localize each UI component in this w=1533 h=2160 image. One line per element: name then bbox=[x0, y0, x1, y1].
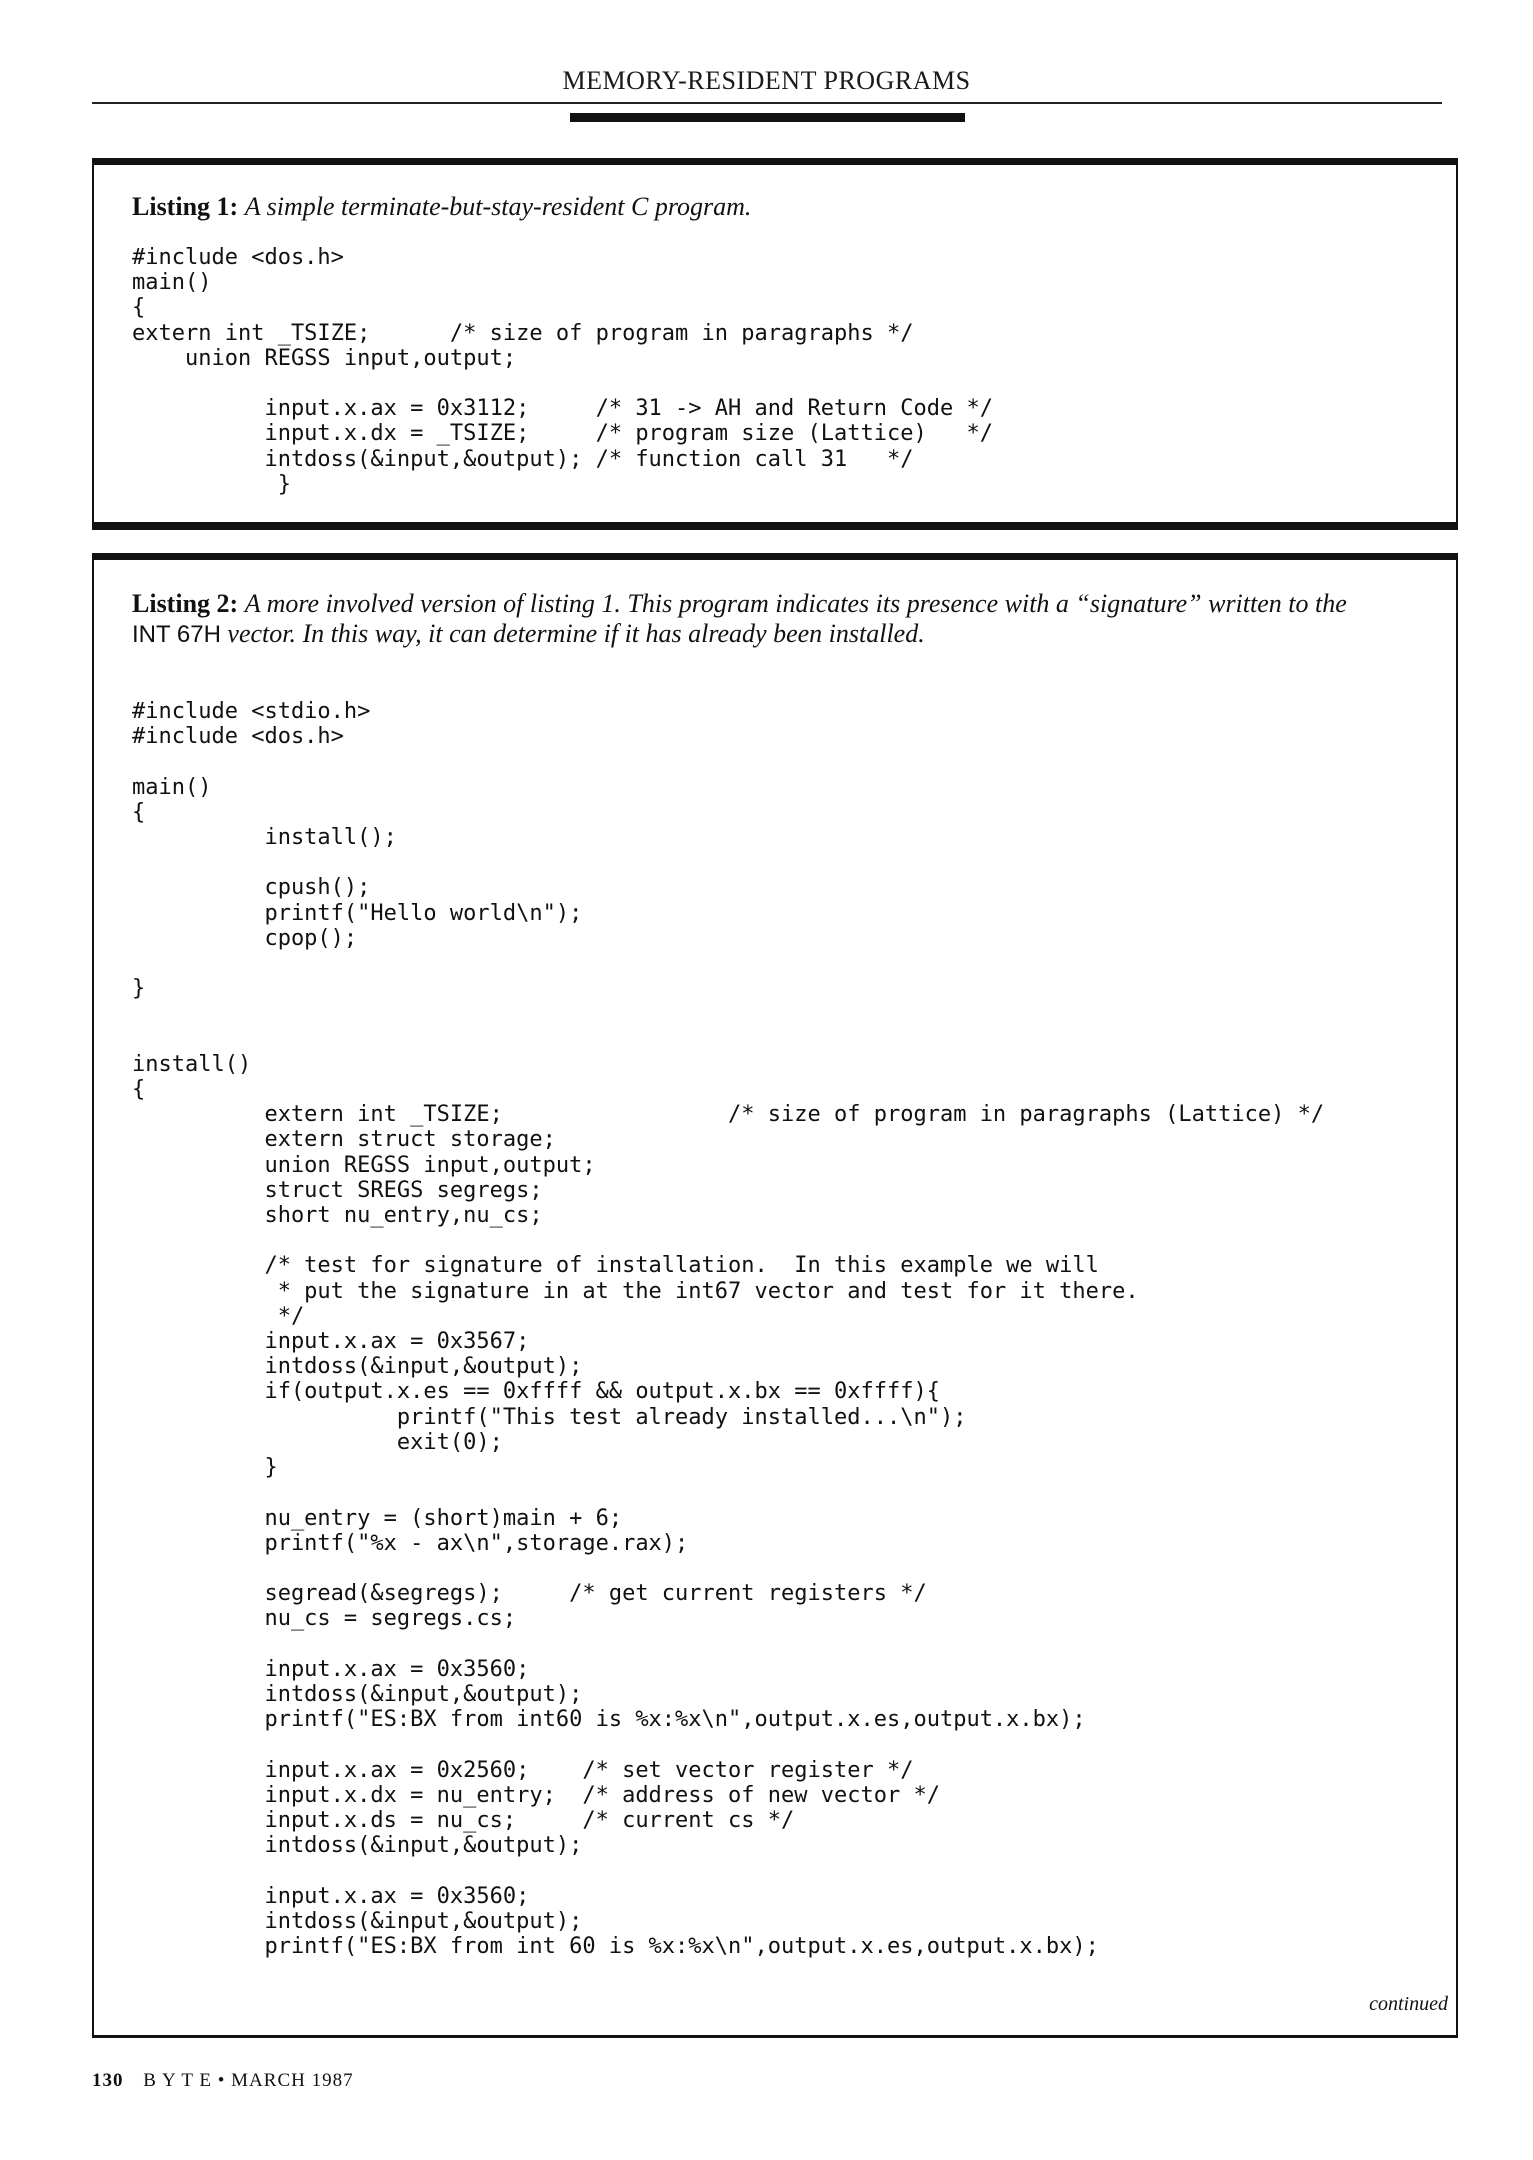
listing2-code-line: install() bbox=[132, 1051, 252, 1077]
listing2-code-line: segread(&segregs); /* get current registers */ bbox=[132, 1581, 927, 1607]
listing2-code-line: #include <stdio.h> bbox=[132, 699, 371, 724]
listing1-code-line: input.x.dx = _TSIZE; /* program size (Lattice) */ bbox=[132, 421, 993, 447]
listing2-code-line: struct SREGS segregs; bbox=[132, 1177, 543, 1203]
listing2-code-line: cpush(); bbox=[132, 875, 371, 901]
listing2-code-line: #include <dos.h> bbox=[132, 724, 344, 750]
listing-2-int-vector: INT 67H bbox=[132, 621, 221, 648]
listing-2-caption bbox=[132, 589, 1426, 650]
listing-2-top-border bbox=[92, 553, 1458, 560]
listing1-code-line: { bbox=[132, 295, 146, 321]
listing-2-description-part1: A more involved version of listing 1. This program indicates its presence with a “signature” written to the bbox=[244, 589, 1347, 618]
listing2-code-line: nu_cs = segregs.cs; bbox=[132, 1606, 517, 1632]
listing2-code-line: } bbox=[132, 1455, 278, 1481]
listing2-code-line: /* test for signature of installation. In this example we will bbox=[132, 1253, 1099, 1279]
listing-1-caption bbox=[132, 192, 1426, 222]
listing1-code-line: input.x.ax = 0x3112; /* 31 -> AH and Return Code */ bbox=[132, 396, 993, 422]
listing-2-description-part2: vector. In this way, it can determine if it has already been installed. bbox=[227, 619, 925, 648]
listing-2-code bbox=[132, 699, 1324, 1959]
listing2-code-line: printf("ES:BX from int 60 is %x:%x\n",output.x.es,output.x.bx); bbox=[132, 1933, 1099, 1959]
listing2-code-line: cpop(); bbox=[132, 925, 358, 951]
listing2-code-line: printf("ES:BX from int60 is %x:%x\n",output.x.es,output.x.bx); bbox=[132, 1707, 1086, 1733]
listing2-code-line: input.x.ax = 0x3560; bbox=[132, 1883, 530, 1909]
header-rule bbox=[92, 102, 1442, 104]
listing2-code-line: install(); bbox=[132, 825, 397, 851]
listing2-code-line: nu_entry = (short)main + 6; bbox=[132, 1505, 623, 1531]
listing1-code-line: main() bbox=[132, 270, 212, 296]
page-footer bbox=[92, 2070, 354, 2092]
listing2-code-line: intdoss(&input,&output); bbox=[132, 1833, 583, 1859]
magazine-issue: B Y T E • MARCH 1987 bbox=[143, 2070, 354, 2091]
page-number: 130 bbox=[92, 2070, 124, 2091]
listing-1-code bbox=[132, 245, 993, 497]
listing2-code-line: intdoss(&input,&output); bbox=[132, 1354, 583, 1380]
listing-1-bottom-border bbox=[92, 522, 1458, 530]
listing2-code-line: extern int _TSIZE; /* size of program in paragraphs (Lattice) */ bbox=[132, 1102, 1325, 1128]
listing1-code-line: intdoss(&input,&output); /* function call 31 */ bbox=[132, 446, 914, 472]
running-head: MEMORY-RESIDENT PROGRAMS bbox=[562, 66, 971, 95]
listing2-code-line: printf("Hello world\n"); bbox=[132, 900, 583, 926]
listing2-code-line: input.x.dx = nu_entry; /* address of new vector */ bbox=[132, 1782, 940, 1808]
listing2-code-line: { bbox=[132, 799, 146, 825]
listing2-code-line: { bbox=[132, 1077, 146, 1103]
listing1-code-line: } bbox=[132, 471, 291, 497]
listing1-code-line: #include <dos.h> bbox=[132, 245, 344, 270]
listing2-code-line: short nu_entry,nu_cs; bbox=[132, 1203, 543, 1229]
listing-2-box bbox=[92, 553, 1458, 2038]
listing-2-bottom-border bbox=[92, 2035, 1458, 2038]
listing1-code-line: union REGSS input,output; bbox=[132, 345, 517, 371]
continued-label: continued bbox=[1369, 1993, 1448, 2015]
listing2-code-line: exit(0); bbox=[132, 1429, 503, 1455]
listing2-code-line: printf("This test already installed...\n"); bbox=[132, 1404, 967, 1430]
listing2-code-line: * put the signature in at the int67 vector and test for it there. bbox=[132, 1278, 1139, 1304]
listing-1-label: Listing 1: bbox=[132, 192, 239, 221]
listing2-code-line: input.x.ax = 0x3567; bbox=[132, 1329, 530, 1355]
listing1-code-line: extern int _TSIZE; /* size of program in paragraphs */ bbox=[132, 320, 914, 346]
header-bar bbox=[570, 113, 965, 122]
listing2-code-line: intdoss(&input,&output); bbox=[132, 1681, 583, 1707]
listing2-code-line: input.x.ax = 0x2560; /* set vector register */ bbox=[132, 1757, 914, 1783]
listing-1-box bbox=[92, 158, 1458, 530]
listing2-code-line: union REGSS input,output; bbox=[132, 1152, 596, 1178]
listing2-code-line: } bbox=[132, 976, 146, 1002]
listing2-code-line: input.x.ax = 0x3560; bbox=[132, 1656, 530, 1682]
listing2-code-line: if(output.x.es == 0xffff && output.x.bx == 0xffff){ bbox=[132, 1379, 940, 1405]
listing2-code-line: input.x.ds = nu_cs; /* current cs */ bbox=[132, 1807, 795, 1833]
listing2-code-line: extern struct storage; bbox=[132, 1127, 556, 1153]
listing-1-description: A simple terminate-but-stay-resident C program. bbox=[244, 192, 752, 221]
listing2-code-line: */ bbox=[132, 1303, 305, 1329]
listing2-code-line: intdoss(&input,&output); bbox=[132, 1908, 583, 1934]
listing-2-label: Listing 2: bbox=[132, 589, 239, 618]
listing-1-top-border bbox=[92, 158, 1458, 165]
listing2-code-line: printf("%x - ax\n",storage.rax); bbox=[132, 1530, 689, 1556]
listing2-code-line: main() bbox=[132, 774, 212, 800]
